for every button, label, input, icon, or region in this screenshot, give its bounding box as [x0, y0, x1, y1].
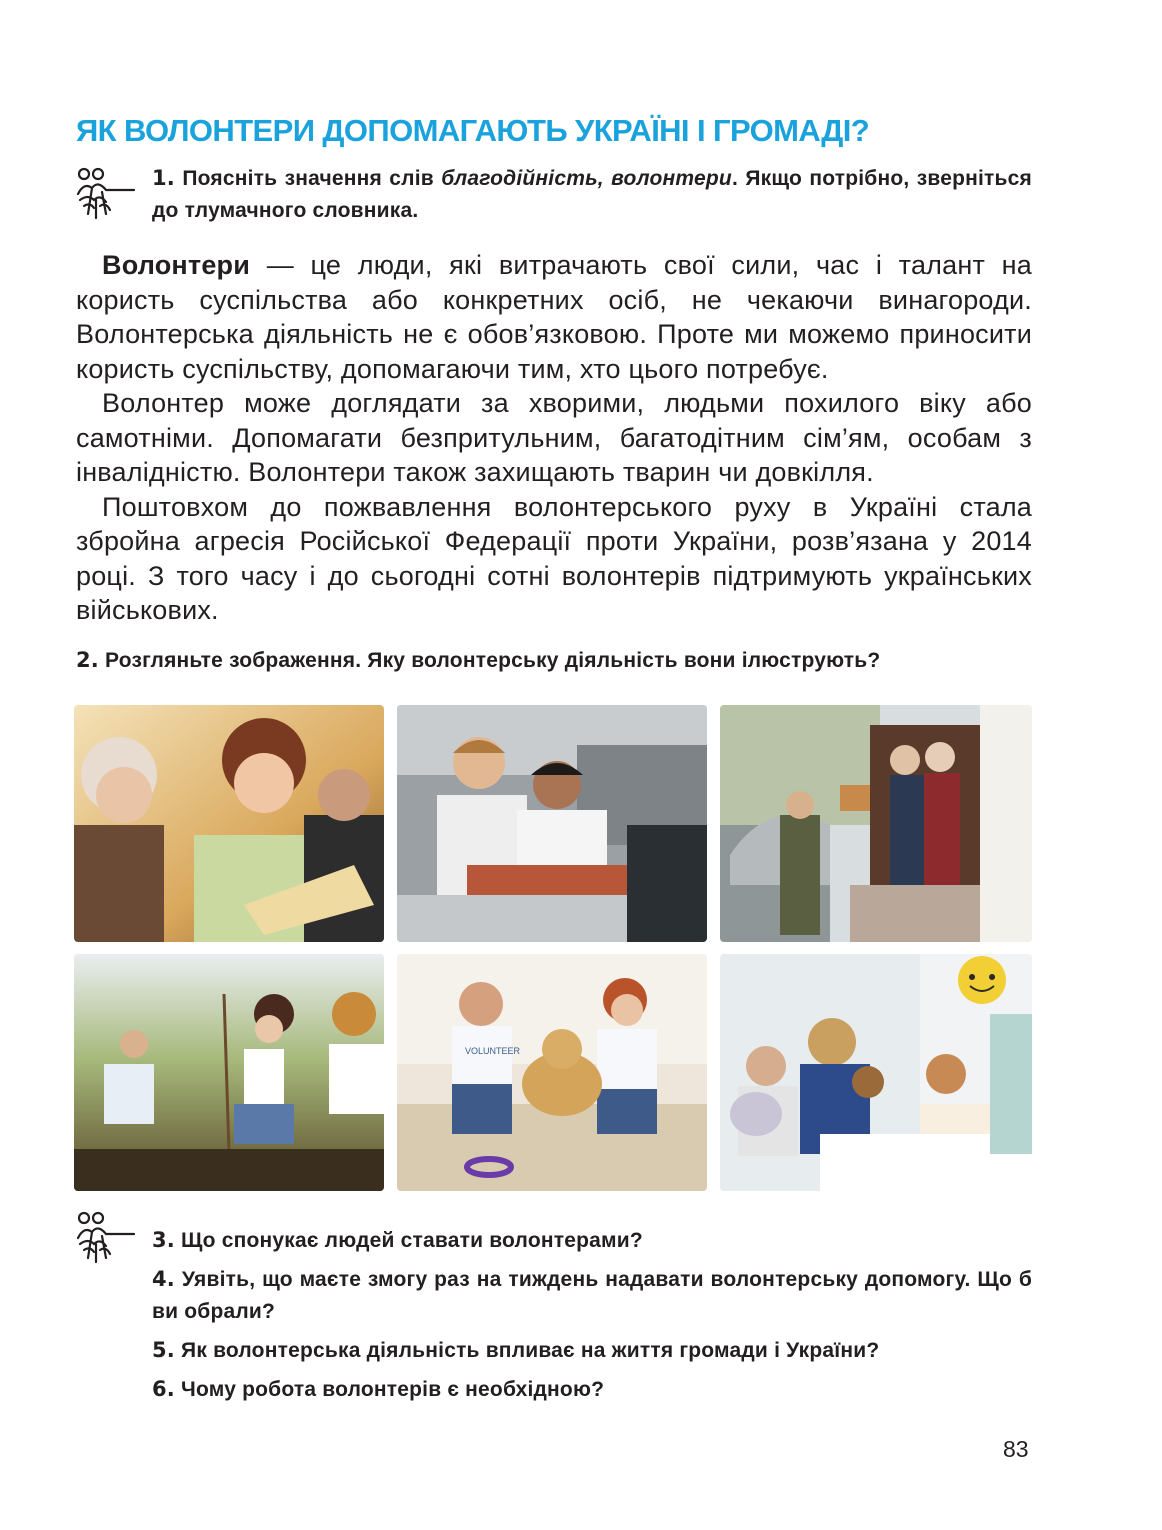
task-1 [152, 162, 1032, 227]
question-text: Як волонтерська діяльність впливає на життя громади і України? [181, 1339, 880, 1362]
photo-planting-trees [74, 954, 384, 1191]
question-text: Що спонукає людей ставати волонтерами? [181, 1229, 643, 1252]
photo-reading-to-elderly [74, 705, 384, 942]
question-4 [152, 1263, 1032, 1328]
photo-food-kitchen [397, 705, 707, 942]
group-discussion-icon [74, 1210, 138, 1266]
task-italic-terms: благодійність, волонтери [441, 167, 732, 190]
paragraph-1 [76, 248, 1032, 386]
question-number: 6. [152, 1377, 175, 1401]
group-discussion-icon [74, 166, 138, 222]
question-text: Чому робота волонтерів є необхідною? [181, 1378, 605, 1401]
questions-list [152, 1224, 1032, 1406]
term-volunteers: Волонтери [102, 250, 251, 280]
question-6 [152, 1373, 1032, 1406]
task-text: Розгляньте зображення. Яку волонтерську діяльність вони ілюструють? [105, 649, 881, 672]
task-number: 2. [76, 648, 99, 672]
paragraph-2: Волонтер може доглядати за хворими, людьми похилого віку або самотніми. Допомагати безпритульним, багатодітним сім’ям, особам з інвалідністю. Волонтери також захищають тварин чи довкілля. [76, 388, 1032, 487]
question-5 [152, 1334, 1032, 1367]
task-number: 1. [152, 166, 175, 190]
section-title: ЯК ВОЛОНТЕРИ ДОПОМАГАЮТЬ УКРАЇНІ І ГРОМАДІ? [76, 113, 870, 148]
photo-delivering-boxes [720, 705, 1032, 942]
page-number: 83 [1003, 1436, 1029, 1462]
task-text-end: . Якщо потрібно, зверніться до тлумачного словника. [152, 167, 1032, 222]
paragraph-3: Поштовхом до пожвавлення волонтерського руху в Україні стала збройна агресія Російської Федерації проти України, розв’язана у 2014 році. З того часу і до сьогодні сотні волонтерів підтримують українських військових. [76, 491, 1032, 625]
question-3 [152, 1224, 1032, 1257]
question-number: 3. [152, 1228, 175, 1252]
photo-animal-shelter [397, 954, 707, 1191]
task-text: Поясніть значення слів [182, 167, 442, 190]
tshirt-print: VOLUNTEER [465, 1046, 521, 1056]
main-text [76, 248, 1032, 628]
question-number: 4. [152, 1267, 175, 1291]
question-number: 5. [152, 1338, 175, 1362]
paragraph-1-text: — це люди, які витрачають свої сили, час і талант на користь суспільства або конкретних осіб, не чекаючи винагороди. Волонтерська діяльність не є обов’язковою. Проте ми можемо приносити користь суспільству, допомагаючи тим, хто цього потребує. [76, 250, 1032, 384]
task-2 [76, 644, 1036, 677]
question-text: Уявіть, що маєте змогу раз на тиждень надавати волонтерську допомогу. Що б ви обрали? [152, 1268, 1032, 1323]
photo-hospital-visit [720, 954, 1032, 1191]
